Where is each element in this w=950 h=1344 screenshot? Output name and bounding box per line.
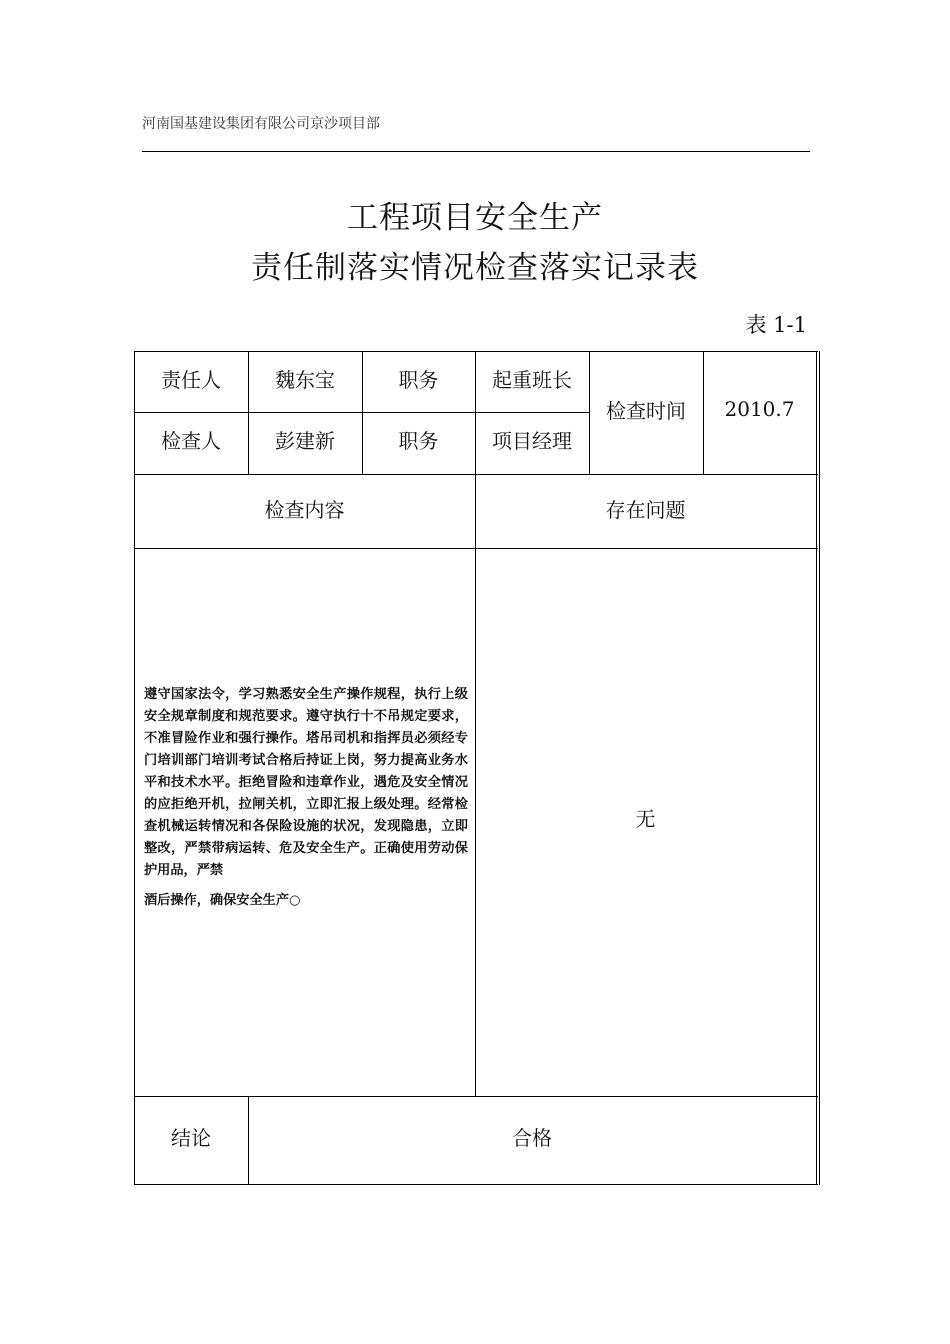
table-border-right	[816, 351, 817, 1185]
conclusion-label: 结论	[171, 1125, 211, 1150]
inspector-label: 检查人	[161, 428, 221, 453]
inspector-position: 项目经理	[492, 428, 572, 453]
check-time-label: 检查时间	[606, 398, 686, 423]
header-rule	[142, 151, 810, 152]
inspector-name: 彭建新	[275, 428, 335, 453]
page-title-line2: 责任制落实情况检查落实记录表	[251, 250, 699, 286]
responsible-name: 魏东宝	[275, 367, 335, 392]
col-divider-mid	[475, 474, 476, 1096]
position-label-2: 职务	[398, 428, 439, 453]
responsible-label: 责任人	[161, 367, 221, 392]
table-border-right-outer	[819, 351, 820, 1185]
org-header: 河南国基建设集团有限公司京沙项目部	[142, 116, 380, 132]
table-border-bottom	[134, 1184, 818, 1185]
responsible-position: 起重班长	[492, 367, 572, 392]
issues-header: 存在问题	[605, 497, 686, 522]
inspection-content-last: 酒后操作，确保安全生产○	[144, 893, 301, 908]
issues-value: 无	[635, 806, 656, 831]
check-time-value: 2010.7	[724, 397, 795, 421]
row-divider-3	[134, 548, 818, 549]
inspection-content	[144, 684, 468, 912]
table-number: 表 1-1	[745, 313, 807, 337]
conclusion-value: 合格	[512, 1125, 552, 1150]
inspection-content-main: 遵守国家法令，学习熟悉安全生产操作规程，执行上级安全规章制度和规范要求。遵守执行十不吊规定要求，不准冒险作业和强行操作。塔吊司机和指挥员必须经专门培训部门培训考试合格后持证上岗，努力提高业务水平和技术水平。拒绝冒险和违章作业，遇危及安全情况的应拒绝开机，拉闸关机，立即汇报上级处理。经常检查机械运转情况和各保险设施的状况，发现隐患，立即整改，严禁带病运转、危及安全生产。正确使用劳动保护用品，严禁	[144, 687, 468, 878]
content-header: 检查内容	[264, 497, 345, 522]
position-label-1: 职务	[398, 367, 439, 392]
page-title-line1: 工程项目安全生产	[347, 200, 603, 236]
